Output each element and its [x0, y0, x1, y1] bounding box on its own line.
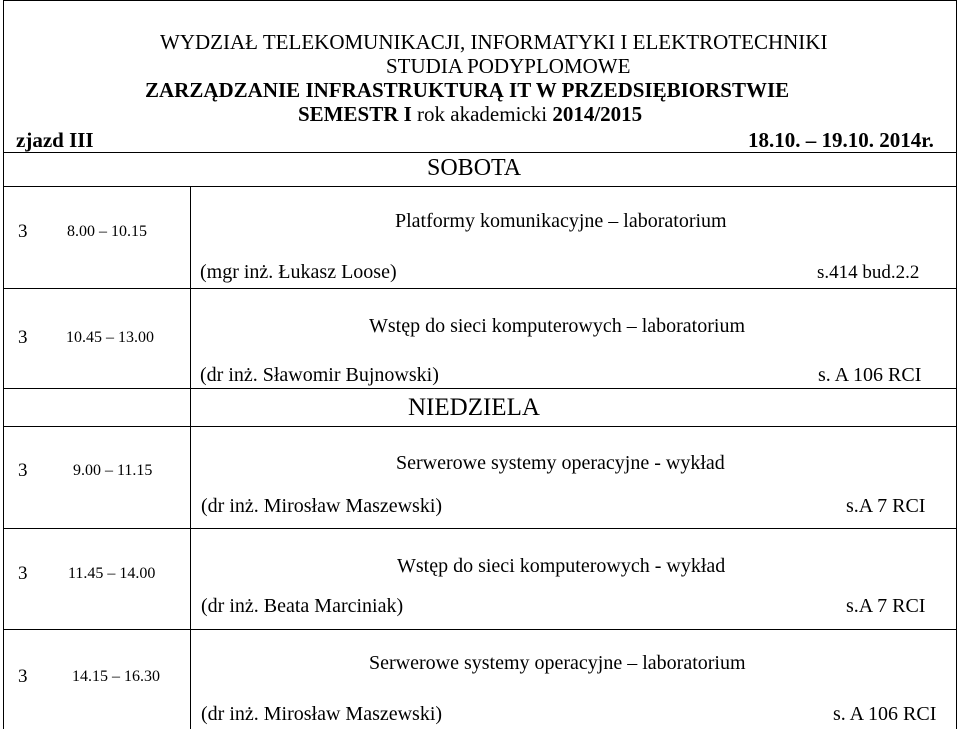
rule — [3, 388, 957, 389]
semester-line — [298, 104, 642, 125]
program-name: ZARZĄDZANIE INFRASTRUKTURĄ IT W PRZEDSIĘBIORSTWIE — [145, 78, 790, 102]
subject-1: Platformy komunikacyjne – laboratorium — [395, 210, 727, 232]
subject-4: Wstęp do sieci komputerowych - wykład — [397, 555, 726, 577]
column-divider — [190, 629, 191, 729]
time-5: 14.15 – 16.30 — [72, 668, 160, 685]
time-1: 8.00 – 10.15 — [67, 223, 147, 240]
rule — [3, 528, 957, 529]
semester-label: SEMESTR I — [298, 102, 412, 126]
program-type: STUDIA PODYPLOMOWE — [386, 54, 631, 78]
column-divider — [190, 186, 191, 288]
hours-3: 3 — [18, 460, 28, 481]
teacher-5: (dr inż. Mirosław Maszewski) — [201, 703, 443, 725]
column-divider — [190, 528, 191, 629]
room-5: s. A 106 RCI — [833, 703, 937, 725]
faculty-title: WYDZIAŁ TELEKOMUNIKACJI, INFORMATYKI I ELEKTROTECHNIKI — [160, 30, 828, 54]
column-divider — [190, 426, 191, 528]
hours-4: 3 — [18, 563, 28, 584]
zjazd-dates: 18.10. – 19.10. 2014r. — [748, 128, 934, 152]
outer-border-right — [956, 0, 957, 729]
time-3: 9.00 – 11.15 — [73, 462, 153, 479]
room-1: s.414 bud.2.2 — [817, 262, 920, 283]
room-2: s. A 106 RCI — [818, 364, 922, 386]
time-2: 10.45 – 13.00 — [66, 329, 154, 346]
outer-border-top — [3, 0, 957, 1]
teacher-4: (dr inż. Beata Marciniak) — [201, 595, 404, 617]
zjazd-label: zjazd III — [16, 128, 94, 152]
day-saturday: SOBOTA — [427, 155, 522, 181]
teacher-2: (dr inż. Sławomir Bujnowski) — [200, 364, 439, 386]
subject-2: Wstęp do sieci komputerowych – laboratorium — [369, 315, 746, 337]
room-4: s.A 7 RCI — [846, 595, 926, 617]
rule — [3, 629, 957, 630]
column-divider — [190, 288, 191, 426]
hours-2: 3 — [18, 327, 28, 348]
hours-5: 3 — [18, 666, 28, 687]
subject-5: Serwerowe systemy operacyjne – laboratorium — [369, 652, 746, 674]
room-3: s.A 7 RCI — [846, 495, 926, 517]
day-sunday: NIEDZIELA — [408, 394, 540, 421]
time-4: 11.45 – 14.00 — [68, 565, 156, 582]
year-label: rok akademicki — [417, 102, 548, 126]
rule — [3, 288, 957, 289]
outer-border-left — [3, 0, 4, 729]
teacher-3: (dr inż. Mirosław Maszewski) — [201, 495, 443, 517]
subject-3: Serwerowe systemy operacyjne - wykład — [396, 452, 725, 474]
rule — [3, 186, 957, 187]
academic-year: 2014/2015 — [552, 102, 643, 126]
hours-1: 3 — [18, 221, 28, 242]
teacher-1: (mgr inż. Łukasz Loose) — [200, 261, 397, 283]
rule — [3, 152, 957, 153]
rule — [3, 426, 957, 427]
